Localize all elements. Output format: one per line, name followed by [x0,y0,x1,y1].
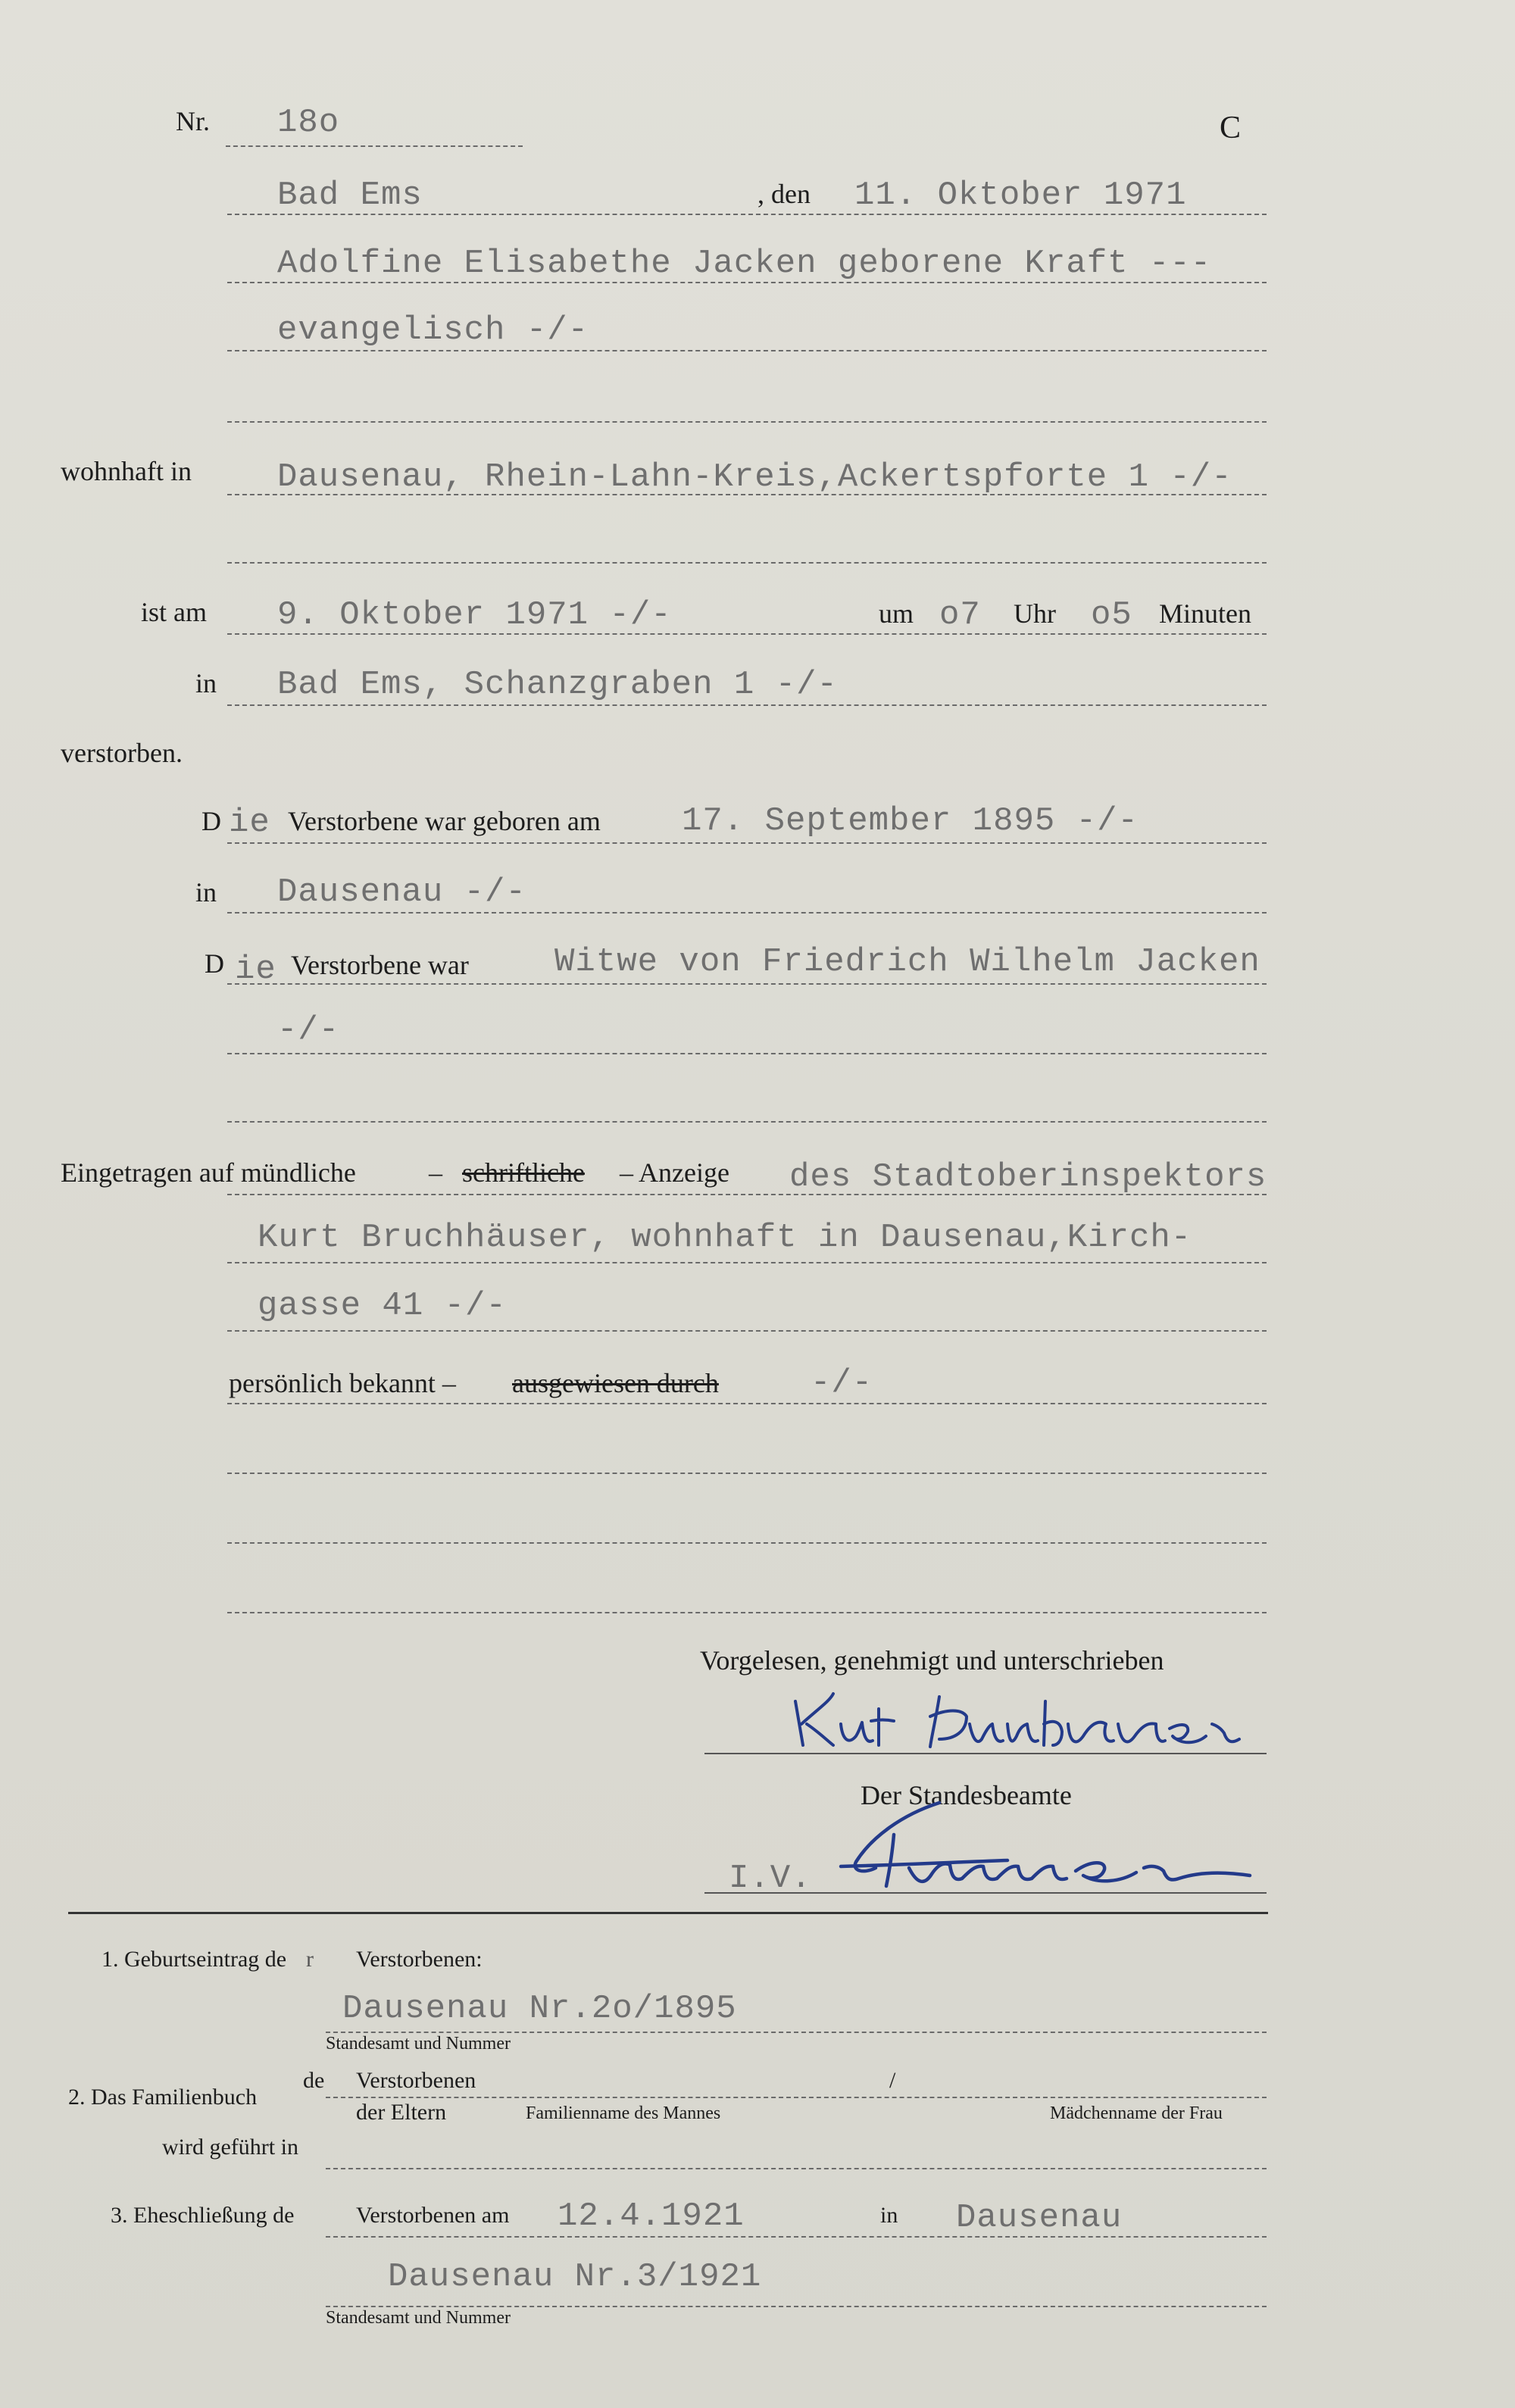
birth-date-line [227,842,1267,844]
minuten-label: Minuten [1159,598,1251,629]
standesbeamte-label: Der Standesbeamte [861,1780,1072,1810]
status-label: Verstorbene war [291,950,469,980]
f3-label-2: Verstorbenen am [356,2203,510,2228]
marital-status: Witwe von Friedrich Wilhelm Jacken [554,943,1260,981]
f1-label: 1. Geburtseintrag de [102,1947,287,1972]
death-minute: o5 [1091,596,1132,634]
death-date-line [227,633,1267,635]
um-label: um [879,598,914,629]
nr-label: Nr. [176,106,210,136]
residence-line [227,494,1267,495]
birth-date: 17. September 1895 -/- [682,802,1139,840]
f2-rule [326,2097,1267,2098]
f2-rule-2 [326,2168,1267,2169]
dash-label: – [429,1157,442,1188]
residence: Dausenau, Rhein-Lahn-Kreis,Ackertspforte 1 -/- [277,458,1232,496]
den-label: , den [758,179,811,209]
death-place-line [227,704,1267,706]
f1-caption: Standesamt und Nummer [326,2034,511,2054]
blank-line-2 [227,562,1267,564]
blank-line-6 [227,1612,1267,1613]
status-prefix: D [205,948,224,979]
official-signature-line [704,1892,1267,1894]
official-signature [811,1792,1265,1902]
f2-de: de [303,2068,325,2093]
f3-label: 3. Eheschließung de [111,2203,295,2228]
death-date: 9. Oktober 1971 -/- [277,596,672,634]
birth-place-label: in [195,877,217,907]
vorgelesen-label: Vorgelesen, genehmigt und unterschrieben [700,1645,1164,1676]
informant-rule-3 [227,1330,1267,1332]
registration-place: Bad Ems [277,176,423,214]
f2-gefuehrt: wird geführt in [162,2135,298,2160]
f2-verstorbenen: Verstorbenen [356,2068,476,2093]
footer-divider [68,1912,1268,1914]
name-line [227,282,1267,283]
form-letter: C [1220,111,1242,145]
iv-label: I.V. [729,1860,812,1897]
bekannt-label: persönlich bekannt – [229,1368,456,1398]
death-place-label: in [195,668,217,698]
blank-line-5 [227,1542,1267,1544]
f3-date: 12.4.1921 [558,2197,745,2235]
deceased-name: Adolfine Elisabethe Jacken geborene Kraft --- [277,245,1212,283]
f1-label-2: Verstorbenen: [356,1947,483,1972]
f2-slash: / [889,2068,896,2093]
f1-value: Dausenau Nr.2o/1895 [342,1990,737,2028]
death-date-label: ist am [141,597,207,627]
f2-eltern: der Eltern [356,2100,447,2125]
place-date-line [227,214,1267,215]
f3-value: Dausenau Nr.3/1921 [388,2258,762,2296]
f3-rule-2 [326,2306,1267,2307]
informant-rule-2 [227,1262,1267,1263]
informant-rule-1 [227,1194,1267,1195]
f3-caption: Standesamt und Nummer [326,2308,511,2328]
blank-line-1 [227,421,1267,423]
informant-line-2: Kurt Bruchhäuser, wohnhaft in Dausenau,Kirch- [258,1219,1192,1257]
status-article: ie [235,951,276,988]
marital-status-cont: -/- [277,1011,340,1049]
f3-place: Dausenau [956,2199,1123,2237]
nr-value: 18o [277,104,340,142]
death-place: Bad Ems, Schanzgraben 1 -/- [277,666,838,704]
born-label: Verstorbene war geboren am [288,806,601,836]
uhr-label: Uhr [1014,598,1056,629]
informant-signature-line [704,1753,1267,1754]
status-line-2 [227,1053,1267,1054]
blank-line-3 [227,1121,1267,1123]
bekannt-value: -/- [811,1364,873,1402]
f3-in: in [880,2203,898,2228]
f3-rule [326,2236,1267,2238]
informant-signature [788,1686,1273,1758]
death-hour: o7 [939,596,981,634]
born-prefix: D [201,806,221,836]
f1-overtype: r [306,1947,314,1972]
bekannt-rule [227,1403,1267,1404]
f2-caption-frau: Mädchenname der Frau [1050,2103,1223,2123]
birth-place: Dausenau -/- [277,873,526,911]
blank-line-4 [227,1473,1267,1474]
f2-label: 2. Das Familienbuch [68,2085,258,2110]
religion: evangelisch -/- [277,311,589,349]
registration-date: 11. Oktober 1971 [854,176,1187,214]
anzeige-label: – Anzeige [620,1157,729,1188]
schriftliche-struck: schriftliche [462,1157,585,1188]
status-line [227,983,1267,985]
informant-line-1: des Stadtoberinspektors [789,1158,1267,1196]
religion-line [227,350,1267,351]
nr-line [226,145,523,147]
ausgewiesen-struck: ausgewiesen durch [512,1368,719,1398]
informant-line-3: gasse 41 -/- [258,1287,507,1325]
eingetragen-label: Eingetragen auf mündliche [61,1157,356,1188]
residence-label: wohnhaft in [61,456,192,486]
birth-place-line [227,912,1267,914]
f2-caption-mann: Familienname des Mannes [526,2103,721,2123]
f1-rule [326,2032,1267,2033]
verstorben-label: verstorben. [61,738,183,768]
born-article: ie [229,804,270,842]
